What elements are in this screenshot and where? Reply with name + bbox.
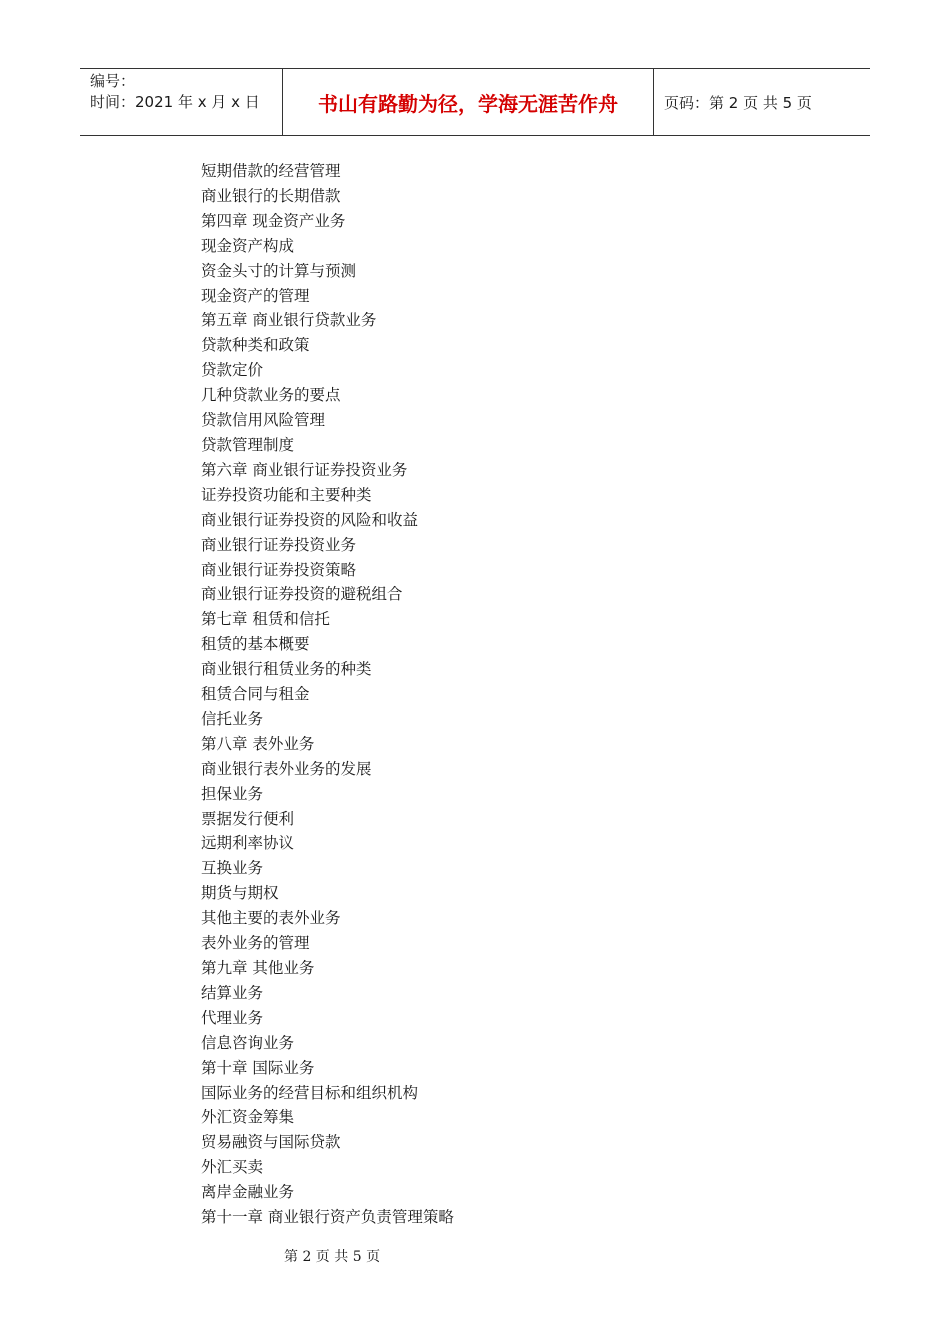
toc-entry: 商业银行的长期借款	[201, 186, 341, 205]
toc-entry: 商业银行证券投资的避税组合	[201, 585, 403, 604]
toc-entry: 第八章 表外业务	[201, 734, 315, 753]
toc-entry: 商业银行表外业务的发展	[201, 759, 372, 778]
toc-entry: 第四章 现金资产业务	[201, 211, 346, 230]
toc-entry: 证券投资功能和主要种类	[201, 485, 372, 504]
toc-entry: 资金头寸的计算与预测	[201, 261, 357, 280]
toc-entry: 第十一章 商业银行资产负责管理策略	[201, 1208, 454, 1227]
toc-entry: 结算业务	[201, 983, 264, 1002]
toc-entry: 第九章 其他业务	[201, 959, 315, 977]
toc-entry: 第六章 商业银行证券投资业务	[201, 460, 408, 479]
toc-entry: 贷款定价	[201, 361, 264, 380]
toc-entry: 表外业务的管理	[201, 934, 310, 953]
toc-entry: 商业银行证券投资业务	[201, 535, 357, 554]
toc-entry: 第七章 租赁和信托	[201, 610, 330, 629]
toc-entry: 商业银行证券投资策略	[201, 560, 357, 579]
page-footer: 第 2 页 共 5 页	[284, 1249, 381, 1265]
toc-entry: 商业银行租赁业务的种类	[201, 660, 372, 679]
header-page-info: 页码：第 2 页 共 5 页	[664, 93, 812, 112]
header-meta	[80, 69, 282, 135]
toc-entry: 第五章 商业银行贷款业务	[201, 311, 377, 330]
toc-entry: 租赁的基本概要	[201, 635, 310, 654]
header-motto: 书山有路勤为径，学海无涯苦作舟	[282, 69, 654, 135]
toc-entry: 租赁合同与租金	[201, 685, 310, 704]
toc-entry: 担保业务	[201, 784, 264, 803]
toc-entry: 互换业务	[201, 859, 264, 878]
toc-entry: 代理业务	[201, 1008, 264, 1027]
toc-entry: 现金资产的管理	[201, 286, 310, 305]
document-number: 编号：	[90, 72, 136, 90]
toc-entry: 短期借款的经营管理	[201, 162, 341, 180]
table-of-contents	[201, 159, 454, 1230]
toc-entry: 离岸金融业务	[201, 1183, 295, 1202]
toc-entry: 国际业务的经营目标和组织机构	[201, 1083, 419, 1102]
toc-entry: 远期利率协议	[201, 834, 295, 853]
toc-entry: 外汇买卖	[201, 1158, 264, 1177]
toc-entry: 第十章 国际业务	[201, 1058, 315, 1077]
toc-entry: 现金资产构成	[201, 236, 295, 255]
toc-entry: 贷款种类和政策	[201, 336, 310, 355]
toc-entry: 几种贷款业务的要点	[201, 386, 341, 405]
toc-entry: 商业银行证券投资的风险和收益	[201, 510, 419, 529]
toc-entry: 其他主要的表外业务	[201, 909, 341, 928]
toc-entry: 信息咨询业务	[201, 1033, 295, 1052]
toc-entry: 外汇资金筹集	[201, 1108, 295, 1127]
toc-entry: 期货与期权	[201, 884, 279, 903]
toc-entry: 贷款管理制度	[201, 435, 295, 454]
document-time: 时间：2021 年 x 月 x 日	[90, 93, 260, 111]
toc-entry: 信托业务	[201, 709, 264, 728]
toc-entry: 票据发行便利	[201, 809, 295, 828]
toc-entry: 贷款信用风险管理	[201, 411, 326, 430]
page-header	[80, 68, 870, 136]
toc-entry: 贸易融资与国际贷款	[201, 1133, 341, 1152]
